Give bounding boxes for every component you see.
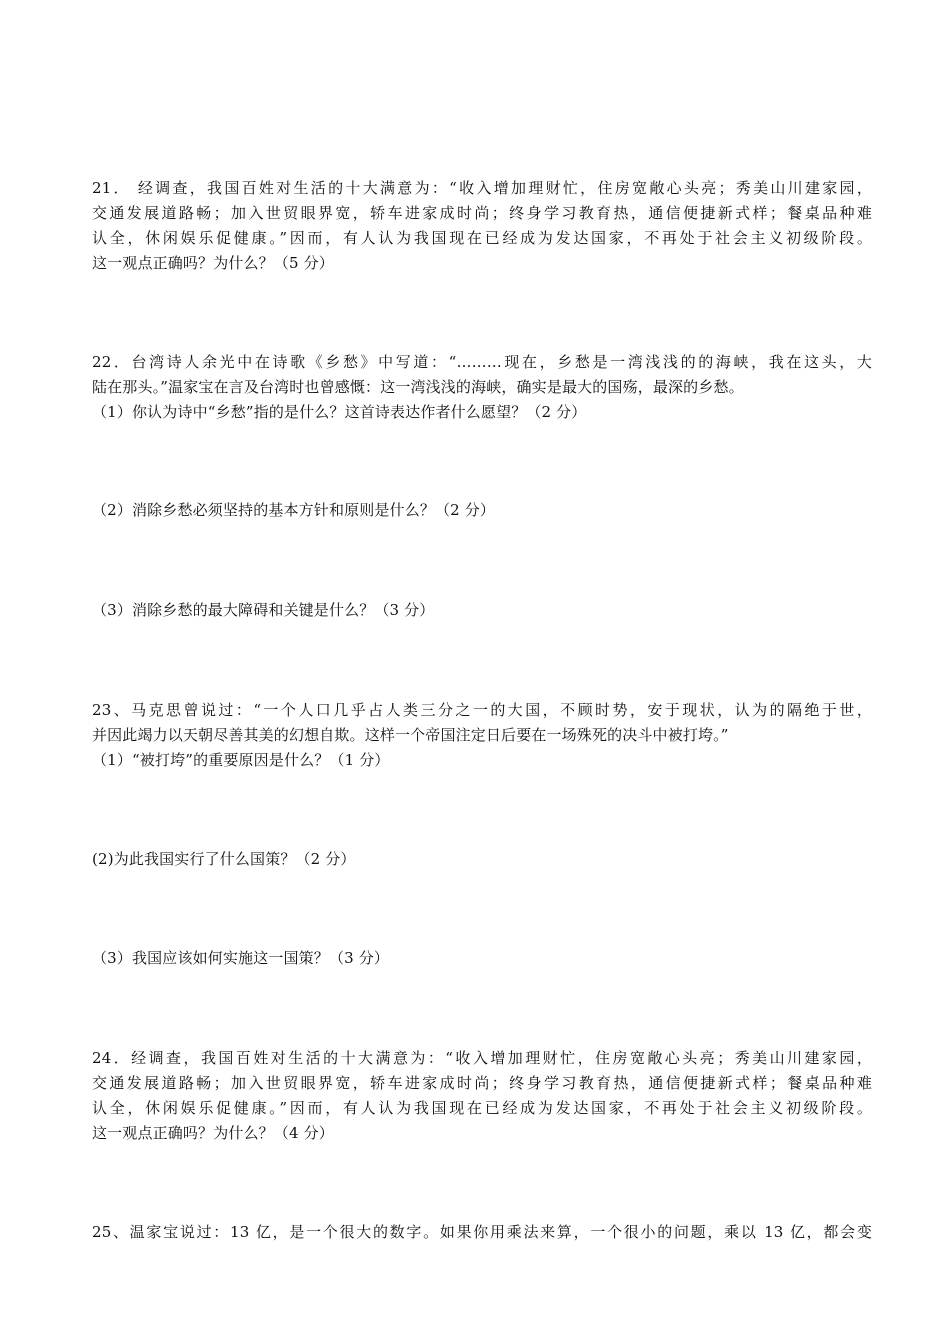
question-23-line-1: 23、马克思曾说过：“一个人口几乎占人类三分之一的大国，不顾时势，安于现状，认为的隔绝于世，	[92, 701, 872, 719]
question-21-line-3: 认全，休闲娱乐促健康。”因而，有人认为我国现在已经成为发达国家，不再处于社会主义初级阶段。	[92, 229, 872, 247]
question-23-sub-1: （1）“被打垮”的重要原因是什么？（1 分）	[92, 751, 390, 769]
question-22-sub-1: （1）你认为诗中“乡愁”指的是什么？这首诗表达作者什么愿望？（2 分）	[92, 403, 587, 421]
question-23-sub-3: （3）我国应该如何实施这一国策？（3 分）	[92, 949, 390, 967]
question-21-line-2: 交通发展道路畅；加入世贸眼界宽，轿车进家成时尚；终身学习教育热，通信便捷新式样；餐桌品种难	[92, 204, 872, 222]
question-22-sub-3: （3）消除乡愁的最大障碍和关键是什么？（3 分）	[92, 601, 435, 619]
question-24-line-2: 交通发展道路畅；加入世贸眼界宽，轿车进家成时尚；终身学习教育热，通信便捷新式样；餐桌品种难	[92, 1074, 872, 1092]
question-24-line-4: 这一观点正确吗？为什么？（4 分）	[92, 1124, 334, 1142]
question-22-line-1: 22．台湾诗人余光中在诗歌《乡愁》中写道：“………现在，乡愁是一湾浅浅的的海峡，我在这头，大	[92, 353, 872, 371]
question-22-sub-2: （2）消除乡愁必须坚持的基本方针和原则是什么？（2 分）	[92, 501, 496, 519]
question-22-line-2: 陆在那头。”温家宝在言及台湾时也曾感慨：这一湾浅浅的海峡，确实是最大的国殇，最深的乡愁。	[92, 378, 744, 396]
question-23-line-2: 并因此竭力以天朝尽善其美的幻想自欺。这样一个帝国注定日后要在一场殊死的决斗中被打垮。”	[92, 726, 729, 744]
question-23-sub-2: (2)为此我国实行了什么国策？（2 分）	[92, 850, 356, 868]
question-21-line-4: 这一观点正确吗？为什么？（5 分）	[92, 254, 334, 272]
question-24-line-1: 24．经调查，我国百姓对生活的十大满意为：“收入增加理财忙，住房宽敞心头亮；秀美山川建家园，	[92, 1049, 872, 1067]
question-25-line-1: 25、温家宝说过：13 亿，是一个很大的数字。如果你用乘法来算，一个很小的问题，乘以 13 亿，都会变	[92, 1223, 872, 1241]
question-24-line-3: 认全，休闲娱乐促健康。”因而，有人认为我国现在已经成为发达国家，不再处于社会主义初级阶段。	[92, 1099, 872, 1117]
question-21-line-1: 21． 经调查，我国百姓对生活的十大满意为：“收入增加理财忙，住房宽敞心头亮；秀美山川建家园，	[92, 179, 872, 197]
